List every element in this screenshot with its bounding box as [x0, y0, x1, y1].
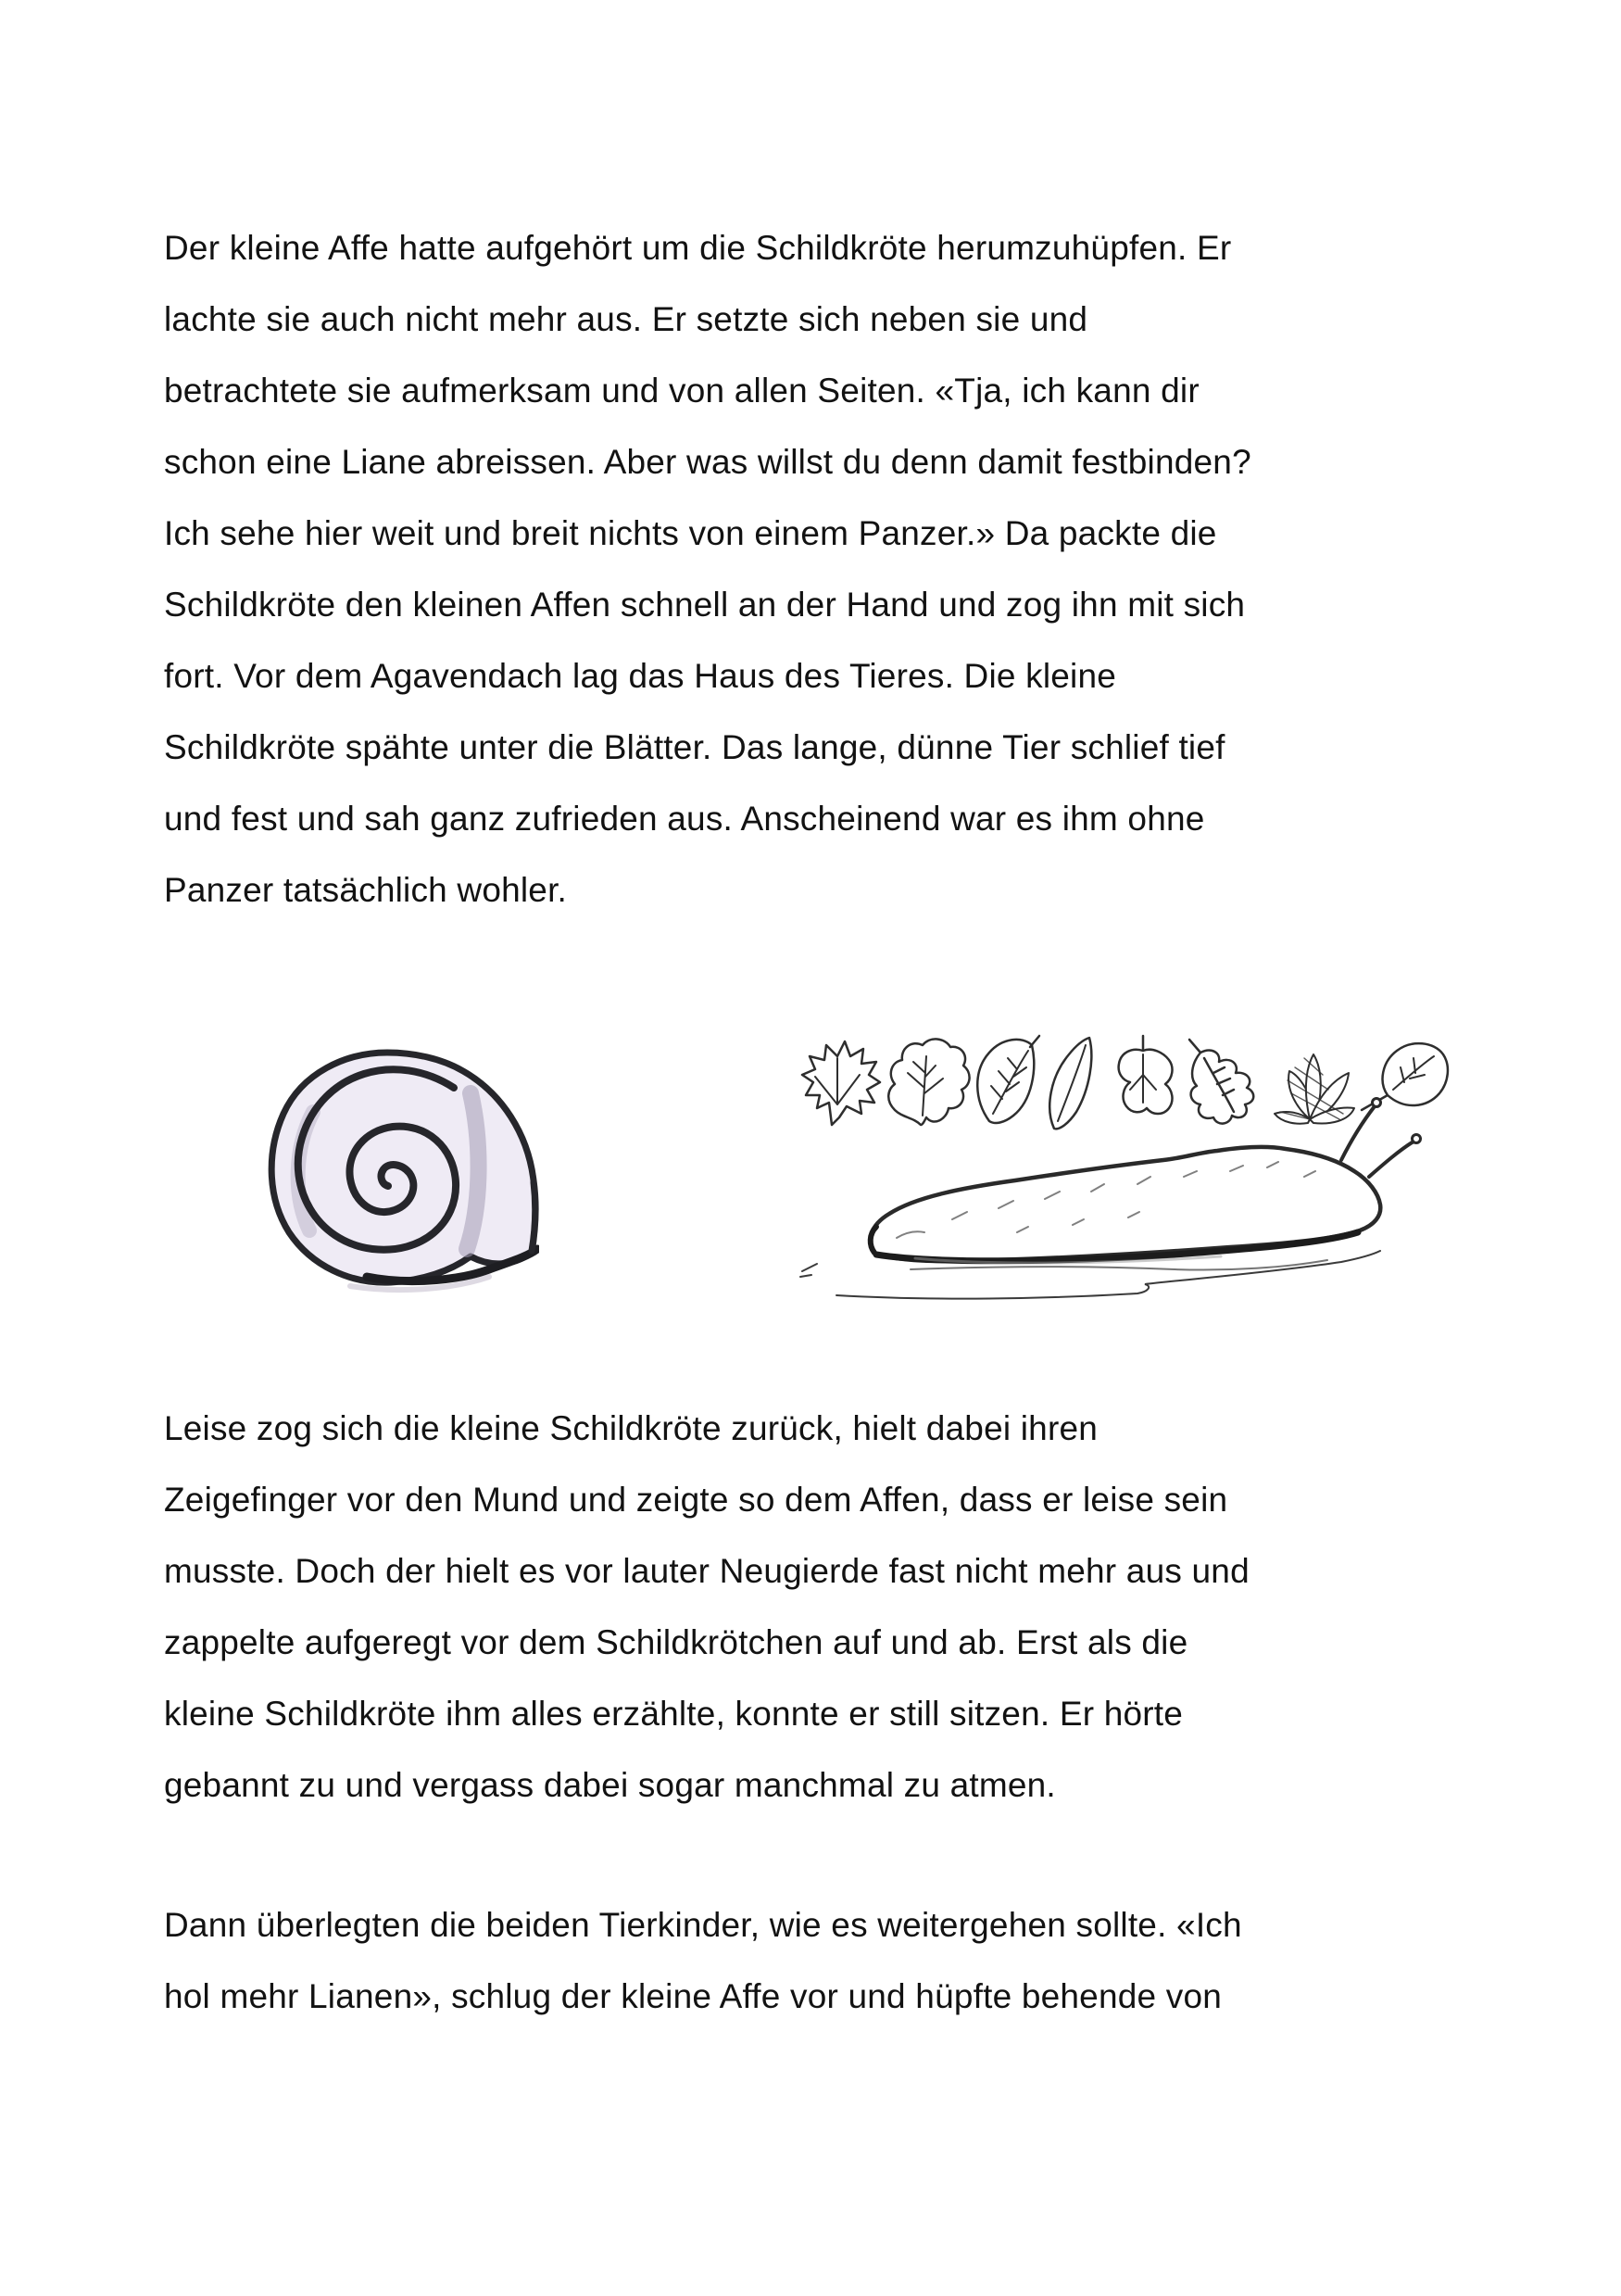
text-line: kleine Schildkröte ihm alles erzählte, konnte er still sitzen. Er hörte [164, 1695, 1184, 1733]
text-line: Zeigefinger vor den Mund und zeigte so dem Affen, dass er leise sein [164, 1481, 1228, 1519]
snail-shell-icon [258, 1045, 539, 1293]
text-line: betrachtete sie aufmerksam und von allen Seiten. «Tja, ich kann dir [164, 372, 1200, 410]
willow-leaf-icon [1049, 1038, 1091, 1129]
text-line: und fest und sah ganz zufrieden aus. Anscheinend war es ihm ohne [164, 800, 1205, 838]
text-line: hol mehr Lianen», schlug der kleine Affe vor und hüpfte behende von [164, 1977, 1223, 2015]
slug-body [870, 1099, 1420, 1264]
text-line: Schildkröte den kleinen Affen schnell an der Hand und zog ihn mit sich [164, 586, 1246, 624]
text-line: fort. Vor dem Agavendach lag das Haus des Tieres. Die kleine [164, 657, 1117, 695]
text-line: Ich sehe hier weit und breit nichts von einem Panzer.» Da packte die [164, 514, 1217, 552]
text-line: Schildkröte spähte unter die Blätter. Das lange, dünne Tier schlief tief [164, 728, 1225, 766]
hawthorn-leaf-icon [1119, 1036, 1173, 1114]
text-line: musste. Doch der hielt es vor lauter Neugierde fast nicht mehr aus und [164, 1552, 1250, 1590]
paragraph-3 [164, 1889, 1242, 2032]
paragraph-2 [164, 1393, 1250, 1821]
slug-and-leaves-icon [785, 1028, 1456, 1306]
text-line: lachte sie auch nicht mehr aus. Er setzte sich neben sie und [164, 300, 1088, 338]
text-line: zappelte aufgeregt vor dem Schildkrötchen auf und ab. Erst als die [164, 1623, 1188, 1661]
ovate-leaf-icon [977, 1036, 1039, 1123]
text-line: gebannt zu und vergass dabei sogar manchmal zu atmen. [164, 1766, 1056, 1804]
snail-shell-illustration [258, 1045, 539, 1293]
maple-leaf-icon [802, 1041, 880, 1125]
text-line: Panzer tatsächlich wohler. [164, 871, 568, 909]
slug-and-leaves-illustration [785, 1028, 1456, 1306]
text-line: Dann überlegten die beiden Tierkinder, wie es weitergehen sollte. «Ich [164, 1906, 1242, 1944]
text-line: Leise zog sich die kleine Schildkröte zurück, hielt dabei ihren [164, 1409, 1099, 1447]
text-line: Der kleine Affe hatte aufgehört um die Schildkröte herumzuhüpfen. Er [164, 229, 1232, 267]
oak-leaf-icon [888, 1039, 969, 1125]
paragraph-1 [164, 212, 1251, 926]
text-line: schon eine Liane abreissen. Aber was willst du denn damit festbinden? [164, 443, 1251, 481]
chestnut-leaf-icon [1275, 1054, 1354, 1124]
oak-leaf-2-icon [1189, 1040, 1253, 1124]
